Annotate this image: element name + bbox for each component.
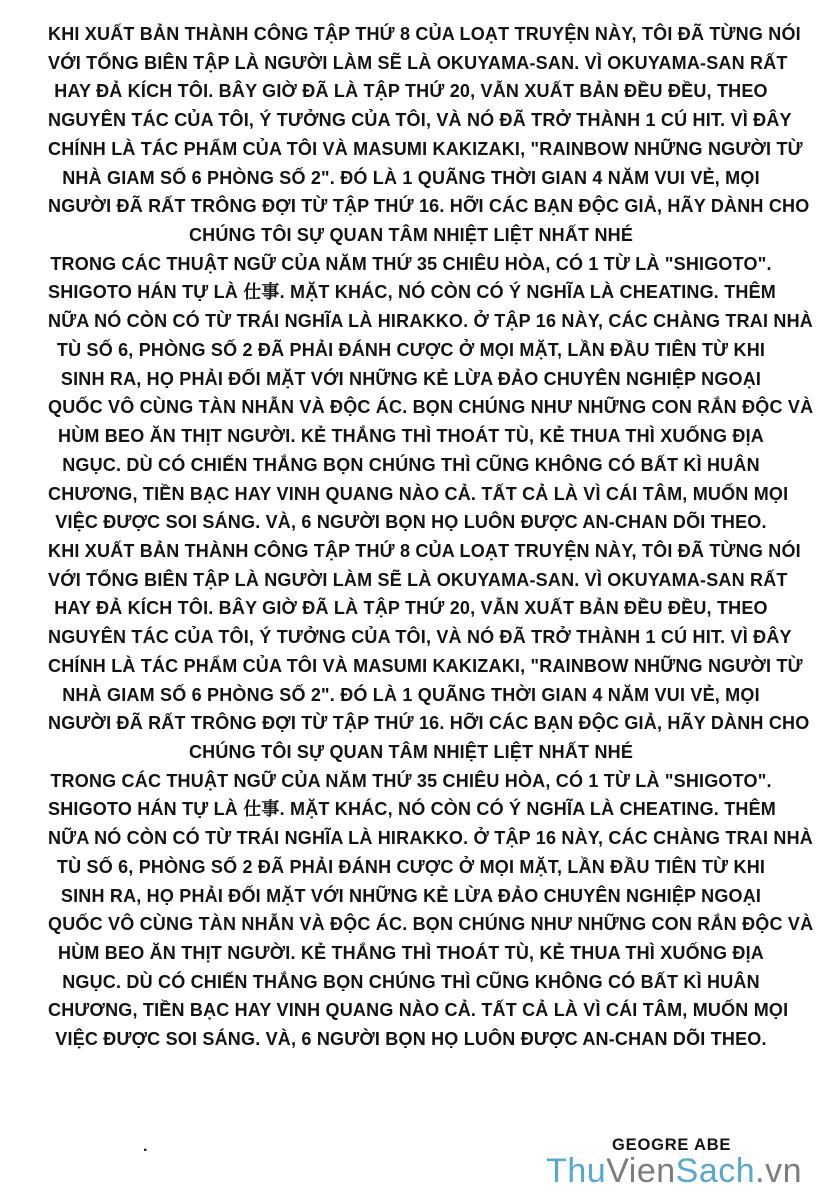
afterword-line: NGUYÊN TÁC CỦA TÔI, Ý TƯỞNG CỦA TÔI, VÀ NÓ ĐÃ TRỞ THÀNH 1 CÚ HIT. VÌ ĐÂY: [48, 627, 792, 648]
afterword-line: QUỐC VÔ CÙNG TÀN NHẪN VÀ ĐỘC ÁC. BỌN CHÚNG NHƯ NHỮNG CON RẮN ĐỘC VÀ: [48, 914, 814, 935]
afterword-line: NGỤC. DÙ CÓ CHIẾN THẮNG BỌN CHÚNG THÌ CŨNG KHÔNG CÓ BẤT KÌ HUÂN: [62, 971, 760, 992]
afterword-line: KHI XUẤT BẢN THÀNH CÔNG TẬP THỨ 8 CỦA LOẠT TRUYỆN NÀY, TÔI ĐÃ TỪNG NÓI: [48, 540, 801, 561]
afterword-line: VỚI TỔNG BIÊN TẬP LÀ NGƯỜI LÀM SẼ LÀ OKUYAMA-SAN. VÌ OKUYAMA-SAN RẤT: [48, 52, 788, 73]
afterword-line: VỚI TỔNG BIÊN TẬP LÀ NGƯỜI LÀM SẼ LÀ OKUYAMA-SAN. VÌ OKUYAMA-SAN RẤT: [48, 569, 788, 590]
afterword-line: TÙ SỐ 6, PHÒNG SỐ 2 ĐÃ PHẢI ĐÁNH CƯỢC Ở MỌI MẶT, LẦN ĐẦU TIÊN TỪ KHI: [56, 339, 766, 360]
afterword-line: QUỐC VÔ CÙNG TÀN NHẪN VÀ ĐỘC ÁC. BỌN CHÚNG NHƯ NHỮNG CON RẮN ĐỘC VÀ: [48, 397, 814, 418]
afterword-line: SINH RA, HỌ PHẢI ĐỐI MẶT VỚI NHỮNG KẺ LỪA ĐẢO CHUYÊN NGHIỆP NGOẠI: [60, 885, 762, 906]
afterword-line: NGƯỜI ĐÃ RẤT TRÔNG ĐỢI TỪ TẬP THỨ 16. HỠI CÁC BẠN ĐỘC GIẢ, HÃY DÀNH CHO: [48, 713, 810, 734]
afterword-line: TRONG CÁC THUẬT NGỮ CỦA NĂM THỨ 35 CHIÊU HÒA, CÓ 1 TỪ LÀ "SHIGOTO".: [50, 253, 772, 274]
watermark-segment-vien: Vien: [606, 1152, 676, 1190]
afterword-line: TÙ SỐ 6, PHÒNG SỐ 2 ĐÃ PHẢI ĐÁNH CƯỢC Ở MỌI MẶT, LẦN ĐẦU TIÊN TỪ KHI: [56, 856, 766, 877]
afterword-line: SHIGOTO HÁN TỰ LÀ 仕事. MẶT KHÁC, NÓ CÒN CÓ Ý NGHĨA LÀ CHEATING. THÊM: [48, 282, 776, 303]
afterword-line: NGỤC. DÙ CÓ CHIẾN THẮNG BỌN CHÚNG THÌ CŨNG KHÔNG CÓ BẤT KÌ HUÂN: [62, 454, 760, 475]
afterword-line: VIỆC ĐƯỢC SOI SÁNG. VÀ, 6 NGƯỜI BỌN HỌ LUÔN ĐƯỢC AN-CHAN DÕI THEO.: [55, 1029, 767, 1050]
afterword-line: HÙM BEO ĂN THỊT NGƯỜI. KẺ THẮNG THÌ THOÁT TÙ, KẺ THUA THÌ XUỐNG ĐỊA: [58, 943, 764, 963]
afterword-line: TRONG CÁC THUẬT NGỮ CỦA NĂM THỨ 35 CHIÊU HÒA, CÓ 1 TỪ LÀ "SHIGOTO".: [50, 770, 772, 791]
afterword-line: CHƯƠNG, TIỀN BẠC HAY VINH QUANG NÀO CẢ. TẤT CẢ LÀ VÌ CÁI TÂM, MUỐN MỌI: [48, 1000, 789, 1021]
watermark-logo: [546, 1152, 802, 1191]
afterword-line: VIỆC ĐƯỢC SOI SÁNG. VÀ, 6 NGƯỜI BỌN HỌ LUÔN ĐƯỢC AN-CHAN DÕI THEO.: [55, 512, 767, 533]
afterword-line: CHÚNG TÔI SỰ QUAN TÂM NHIỆT LIỆT NHẤT NHÉ: [188, 741, 634, 762]
afterword-line: CHÍNH LÀ TÁC PHẨM CỦA TÔI VÀ MASUMI KAKIZAKI, "RAINBOW NHỮNG NGƯỜI TỪ: [48, 655, 803, 676]
afterword-line: NHÀ GIAM SỐ 6 PHÒNG SỐ 2". ĐÓ LÀ 1 QUÃNG THỜI GIAN 4 NĂM VUI VẺ, MỌI: [62, 684, 760, 705]
afterword-line: HAY ĐẢ KÍCH TÔI. BÂY GIỜ ĐÃ LÀ TẬP THỨ 20, VẪN XUẤT BẢN ĐỀU ĐỀU, THEO: [54, 81, 768, 102]
afterword-line: CHƯƠNG, TIỀN BẠC HAY VINH QUANG NÀO CẢ. TẤT CẢ LÀ VÌ CÁI TÂM, MUỐN MỌI: [48, 483, 789, 504]
afterword-line: NỮA NÓ CÒN CÓ TỪ TRÁI NGHĨA LÀ HIRAKKO. Ở TẬP 16 NÀY, CÁC CHÀNG TRAI NHÀ: [48, 311, 813, 332]
afterword-text-block-2: [0, 537, 822, 1054]
watermark-segment-sach: Sach: [675, 1152, 756, 1190]
stray-ink-dot: .: [143, 1138, 148, 1155]
afterword-line: SHIGOTO HÁN TỰ LÀ 仕事. MẶT KHÁC, NÓ CÒN CÓ Ý NGHĨA LÀ CHEATING. THÊM: [48, 799, 776, 820]
afterword-text-block-1: [0, 0, 822, 537]
afterword-line: KHI XUẤT BẢN THÀNH CÔNG TẬP THỨ 8 CỦA LOẠT TRUYỆN NÀY, TÔI ĐÃ TỪNG NÓI: [48, 24, 801, 44]
afterword-line: HAY ĐẢ KÍCH TÔI. BÂY GIỜ ĐÃ LÀ TẬP THỨ 20, VẪN XUẤT BẢN ĐỀU ĐỀU, THEO: [54, 598, 768, 619]
afterword-line: NGƯỜI ĐÃ RẤT TRÔNG ĐỢI TỪ TẬP THỨ 16. HỠI CÁC BẠN ĐỘC GIẢ, HÃY DÀNH CHO: [48, 196, 810, 217]
afterword-line: CHÍNH LÀ TÁC PHẨM CỦA TÔI VÀ MASUMI KAKIZAKI, "RAINBOW NHỮNG NGƯỜI TỪ: [48, 138, 803, 159]
watermark-segment-vn: .vn: [755, 1152, 802, 1190]
afterword-line: SINH RA, HỌ PHẢI ĐỐI MẶT VỚI NHỮNG KẺ LỪA ĐẢO CHUYÊN NGHIỆP NGOẠI: [60, 368, 762, 389]
afterword-line: HÙM BEO ĂN THỊT NGƯỜI. KẺ THẮNG THÌ THOÁT TÙ, KẺ THUA THÌ XUỐNG ĐỊA: [58, 426, 764, 447]
watermark-segment-thu: Thu: [546, 1152, 607, 1190]
afterword-line: NGUYÊN TÁC CỦA TÔI, Ý TƯỞNG CỦA TÔI, VÀ NÓ ĐÃ TRỞ THÀNH 1 CÚ HIT. VÌ ĐÂY: [48, 110, 792, 131]
afterword-line: CHÚNG TÔI SỰ QUAN TÂM NHIỆT LIỆT NHẤT NHÉ: [188, 225, 634, 246]
author-signature: GEOGRE ABE: [612, 1136, 732, 1154]
afterword-line: NỮA NÓ CÒN CÓ TỪ TRÁI NGHĨA LÀ HIRAKKO. Ở TẬP 16 NÀY, CÁC CHÀNG TRAI NHÀ: [48, 828, 813, 849]
afterword-line: NHÀ GIAM SỐ 6 PHÒNG SỐ 2". ĐÓ LÀ 1 QUÃNG THỜI GIAN 4 NĂM VUI VẺ, MỌI: [62, 167, 760, 188]
